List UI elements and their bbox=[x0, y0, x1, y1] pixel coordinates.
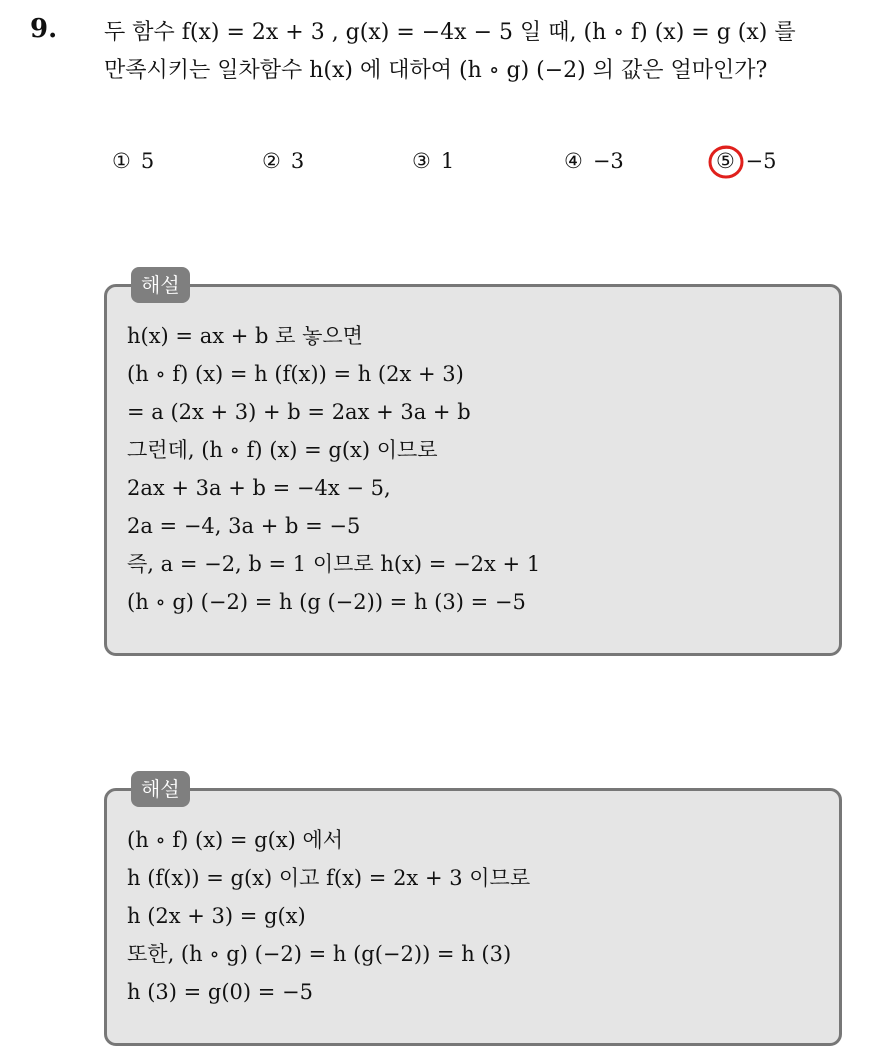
solution-line: h(x) = ax + b 로 놓으면 bbox=[127, 324, 363, 348]
question-line: 두 함수 f(x) = 2x + 3 , g(x) = −4x − 5 일 때, (h ∘ f) (x) = g (x) 를 bbox=[104, 20, 796, 45]
choice-value: −5 bbox=[745, 149, 777, 173]
solution-box-1 bbox=[104, 273, 842, 656]
solution-line: h (f(x)) = g(x) 이고 f(x) = 2x + 3 이므로 bbox=[127, 866, 531, 890]
choice-1[interactable] bbox=[112, 144, 154, 178]
solution-line: h (2x + 3) = g(x) bbox=[127, 904, 306, 928]
solution-line: (h ∘ f) (x) = h (f(x)) = h (2x + 3) bbox=[127, 362, 464, 386]
choice-4[interactable] bbox=[564, 144, 624, 178]
choice-value: 3 bbox=[290, 149, 305, 173]
answer-choices bbox=[0, 144, 884, 184]
choice-value: 1 bbox=[440, 149, 455, 173]
choice-mark: ⑤ bbox=[716, 149, 742, 173]
choice-5[interactable] bbox=[716, 144, 776, 178]
choice-value: 5 bbox=[140, 149, 155, 173]
solution-line: (h ∘ f) (x) = g(x) 에서 bbox=[127, 828, 344, 852]
solution-line: = a (2x + 3) + b = 2ax + 3a + b bbox=[127, 400, 471, 424]
problem-number: 9. bbox=[30, 14, 58, 44]
solution-line: h (3) = g(0) = −5 bbox=[127, 980, 313, 1004]
choice-2[interactable] bbox=[262, 144, 304, 178]
solution-line: 2ax + 3a + b = −4x − 5, bbox=[127, 476, 391, 500]
choice-mark: ④ bbox=[564, 149, 583, 173]
choice-mark: ③ bbox=[412, 149, 431, 173]
solution-line: (h ∘ g) (−2) = h (g (−2)) = h (3) = −5 bbox=[127, 590, 526, 614]
choice-3[interactable] bbox=[412, 144, 454, 178]
solution-box-2 bbox=[104, 777, 842, 1046]
solution-line: 또한, (h ∘ g) (−2) = h (g(−2)) = h (3) bbox=[127, 942, 512, 966]
choice-mark: ① bbox=[112, 149, 131, 173]
question-text bbox=[104, 14, 874, 90]
solution-line: 즉, a = −2, b = 1 이므로 h(x) = −2x + 1 bbox=[127, 552, 541, 576]
solution-body bbox=[127, 317, 540, 621]
solution-body bbox=[127, 821, 530, 1011]
choice-value: −3 bbox=[592, 149, 624, 173]
question-line: 만족시키는 일차함수 h(x) 에 대하여 (h ∘ g) (−2) 의 값은 얼마인가? bbox=[104, 58, 768, 83]
solution-line: 2a = −4, 3a + b = −5 bbox=[127, 514, 361, 538]
solution-line: 그런데, (h ∘ f) (x) = g(x) 이므로 bbox=[127, 438, 438, 462]
solution-label: 해설 bbox=[131, 267, 190, 303]
solution-label: 해설 bbox=[131, 771, 190, 807]
choice-mark: ② bbox=[262, 149, 281, 173]
